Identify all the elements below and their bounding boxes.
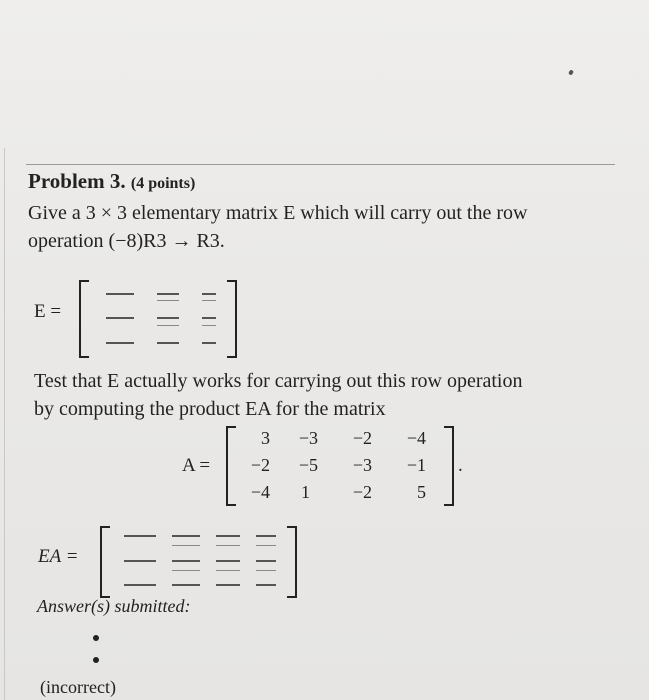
e-input-3-3[interactable]	[202, 342, 216, 344]
problem-points: (4 points)	[130, 175, 196, 192]
e-matrix-left-bracket	[79, 280, 89, 358]
ea-input-3-2[interactable]	[172, 584, 200, 586]
ea-input-1-4[interactable]	[256, 535, 276, 537]
ea-input-2-1[interactable]	[124, 560, 156, 562]
e-matrix-right-bracket	[227, 280, 237, 358]
a-cell: −4	[406, 428, 426, 448]
a-cell: −4	[250, 482, 270, 502]
ea-input-1-4-edge	[256, 545, 276, 546]
a-cell: −3	[298, 428, 318, 448]
test-line-1: Test that E actually works for carrying out this row operation	[34, 370, 523, 392]
ea-input-2-2-edge	[172, 570, 200, 571]
ea-input-1-3[interactable]	[216, 535, 240, 537]
a-matrix-right-bracket	[444, 426, 454, 506]
ea-input-3-4[interactable]	[256, 584, 276, 586]
ea-input-2-2[interactable]	[172, 560, 200, 562]
e-input-2-1[interactable]	[106, 317, 134, 319]
ea-matrix-left-bracket	[100, 526, 110, 598]
a-cell: −2	[250, 455, 270, 475]
e-input-1-3-edge	[202, 300, 216, 301]
e-input-2-3-edge	[202, 325, 216, 326]
a-matrix-period: .	[458, 455, 463, 476]
ea-input-2-4[interactable]	[256, 560, 276, 562]
e-input-1-3[interactable]	[202, 293, 216, 295]
e-matrix-label: E =	[34, 301, 62, 322]
a-cell: −3	[352, 455, 372, 475]
e-input-1-1[interactable]	[106, 293, 134, 295]
e-input-2-2-edge	[157, 325, 179, 326]
statement-line-1: Give a 3 × 3 elementary matrix E which will carry out the row	[28, 202, 528, 224]
a-cell: −1	[406, 455, 426, 475]
answer-bullet-1	[93, 635, 99, 641]
ea-input-1-2-edge	[172, 545, 200, 546]
ea-matrix-right-bracket	[287, 526, 297, 598]
ea-input-3-3[interactable]	[216, 584, 240, 586]
ea-input-1-1[interactable]	[124, 535, 156, 537]
page-margin-line	[4, 148, 5, 700]
a-cell: −5	[298, 455, 318, 475]
answers-submitted-header: Answer(s) submitted:	[37, 596, 191, 616]
e-input-3-2[interactable]	[157, 342, 179, 344]
e-input-1-2-edge	[157, 300, 179, 301]
a-matrix-label: A =	[182, 455, 211, 476]
ea-input-2-3-edge	[216, 570, 240, 571]
problem-statement	[28, 199, 628, 255]
e-input-3-1[interactable]	[106, 342, 134, 344]
ea-input-3-1[interactable]	[124, 584, 156, 586]
a-cell: −2	[352, 482, 372, 502]
ea-input-1-3-edge	[216, 545, 240, 546]
ea-input-2-3[interactable]	[216, 560, 240, 562]
ea-input-2-4-edge	[256, 570, 276, 571]
a-cell: 5	[417, 482, 426, 502]
answer-bullet-2	[93, 657, 99, 663]
e-input-2-2[interactable]	[157, 317, 179, 319]
submission-status: (incorrect)	[40, 677, 116, 697]
a-cell: 3	[261, 428, 270, 448]
test-statement	[34, 367, 634, 423]
statement-line-2: operation (−8)R3 → R3.	[28, 230, 225, 252]
e-input-1-2[interactable]	[157, 293, 179, 295]
ea-input-1-2[interactable]	[172, 535, 200, 537]
problem-title: Problem 3. (4 points)	[28, 169, 196, 193]
ea-matrix-label: EA =	[38, 546, 79, 567]
a-cell: −2	[352, 428, 372, 448]
test-line-2: by computing the product EA for the matrix	[34, 398, 386, 420]
e-input-2-3[interactable]	[202, 317, 216, 319]
section-divider	[26, 164, 615, 165]
a-cell: 1	[301, 482, 310, 502]
